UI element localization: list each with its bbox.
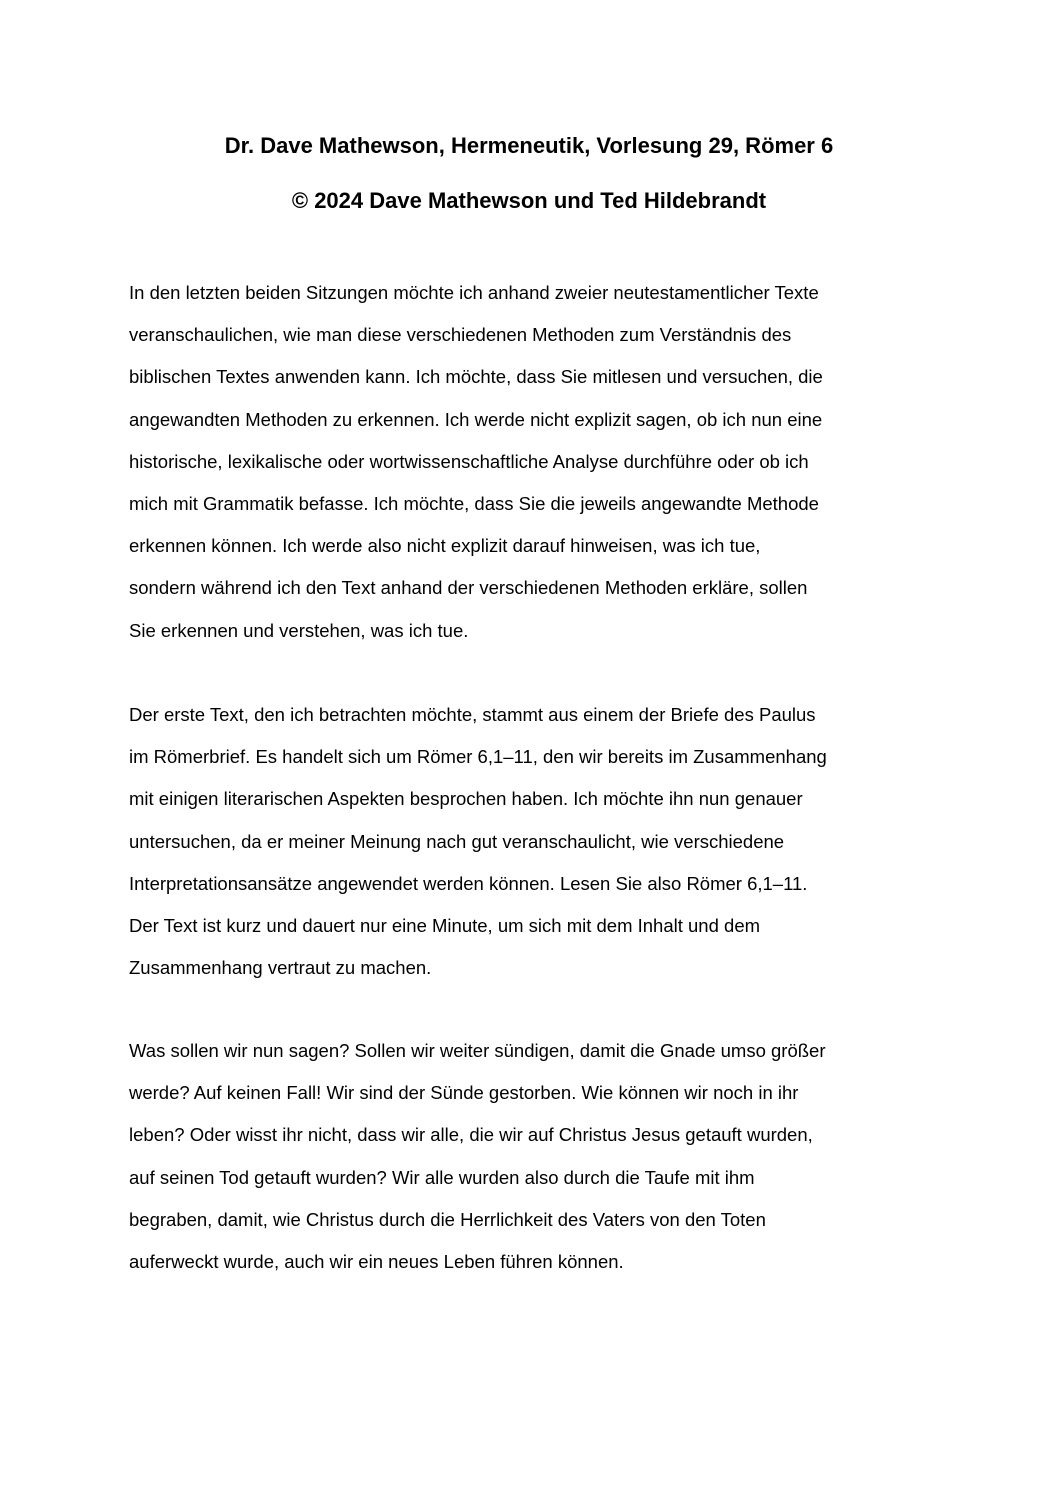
paragraph-first-text bbox=[129, 694, 939, 989]
copyright-line: © 2024 Dave Mathewson und Ted Hildebrandt bbox=[291, 188, 767, 213]
text-line: In den letzten beiden Sitzungen möchte ich anhand zweier neutestamentlicher Texte bbox=[129, 282, 819, 303]
paragraph-scripture-quote bbox=[129, 1030, 939, 1283]
text-line: mich mit Grammatik befasse. Ich möchte, dass Sie die jeweils angewandte Methode bbox=[129, 493, 819, 515]
text-line: sondern während ich den Text anhand der verschiedenen Methoden erkläre, sollen bbox=[129, 577, 808, 599]
text-line: biblischen Textes anwenden kann. Ich möchte, dass Sie mitlesen und versuchen, die bbox=[129, 366, 823, 388]
text-line: im Römerbrief. Es handelt sich um Römer 6,1–11, den wir bereits im Zusammenhang bbox=[129, 746, 827, 768]
text-line: Was sollen wir nun sagen? Sollen wir weiter sündigen, damit die Gnade umso größer bbox=[129, 1040, 826, 1061]
text-line: Sie erkennen und verstehen, was ich tue. bbox=[129, 619, 469, 641]
text-line: untersuchen, da er meiner Meinung nach gut veranschaulicht, wie verschiedene bbox=[129, 830, 785, 852]
text-line: auferweckt wurde, auch wir ein neues Leben führen können. bbox=[129, 1251, 624, 1273]
text-line: werde? Auf keinen Fall! Wir sind der Sünde gestorben. Wie können wir noch in ihr bbox=[129, 1082, 799, 1104]
document-title: Dr. Dave Mathewson, Hermeneutik, Vorlesung 29, Römer 6 bbox=[224, 133, 834, 158]
paragraph-intro bbox=[129, 272, 939, 652]
text-line: Der Text ist kurz und dauert nur eine Minute, um sich mit dem Inhalt und dem bbox=[129, 915, 761, 937]
text-line: angewandten Methoden zu erkennen. Ich werde nicht explizit sagen, ob ich nun eine bbox=[129, 408, 823, 430]
text-line: auf seinen Tod getauft wurden? Wir alle wurden also durch die Taufe mit ihm bbox=[129, 1166, 755, 1188]
text-line: Zusammenhang vertraut zu machen. bbox=[129, 957, 432, 979]
text-line: Der erste Text, den ich betrachten möchte, stammt aus einem der Briefe des Paulus bbox=[129, 704, 816, 725]
text-line: veranschaulichen, wie man diese verschiedenen Methoden zum Verständnis des bbox=[129, 324, 792, 346]
text-line: mit einigen literarischen Aspekten besprochen haben. Ich möchte ihn nun genauer bbox=[129, 788, 803, 810]
text-line: erkennen können. Ich werde also nicht explizit darauf hinweisen, was ich tue, bbox=[129, 535, 761, 557]
text-line: historische, lexikalische oder wortwissenschaftliche Analyse durchführe oder ob ich bbox=[129, 450, 809, 472]
text-line: Interpretationsansätze angewendet werden können. Lesen Sie also Römer 6,1–11. bbox=[129, 872, 808, 894]
text-line: begraben, damit, wie Christus durch die Herrlichkeit des Vaters von den Toten bbox=[129, 1208, 766, 1230]
text-line: leben? Oder wisst ihr nicht, dass wir alle, die wir auf Christus Jesus getauft wurden, bbox=[129, 1124, 813, 1146]
